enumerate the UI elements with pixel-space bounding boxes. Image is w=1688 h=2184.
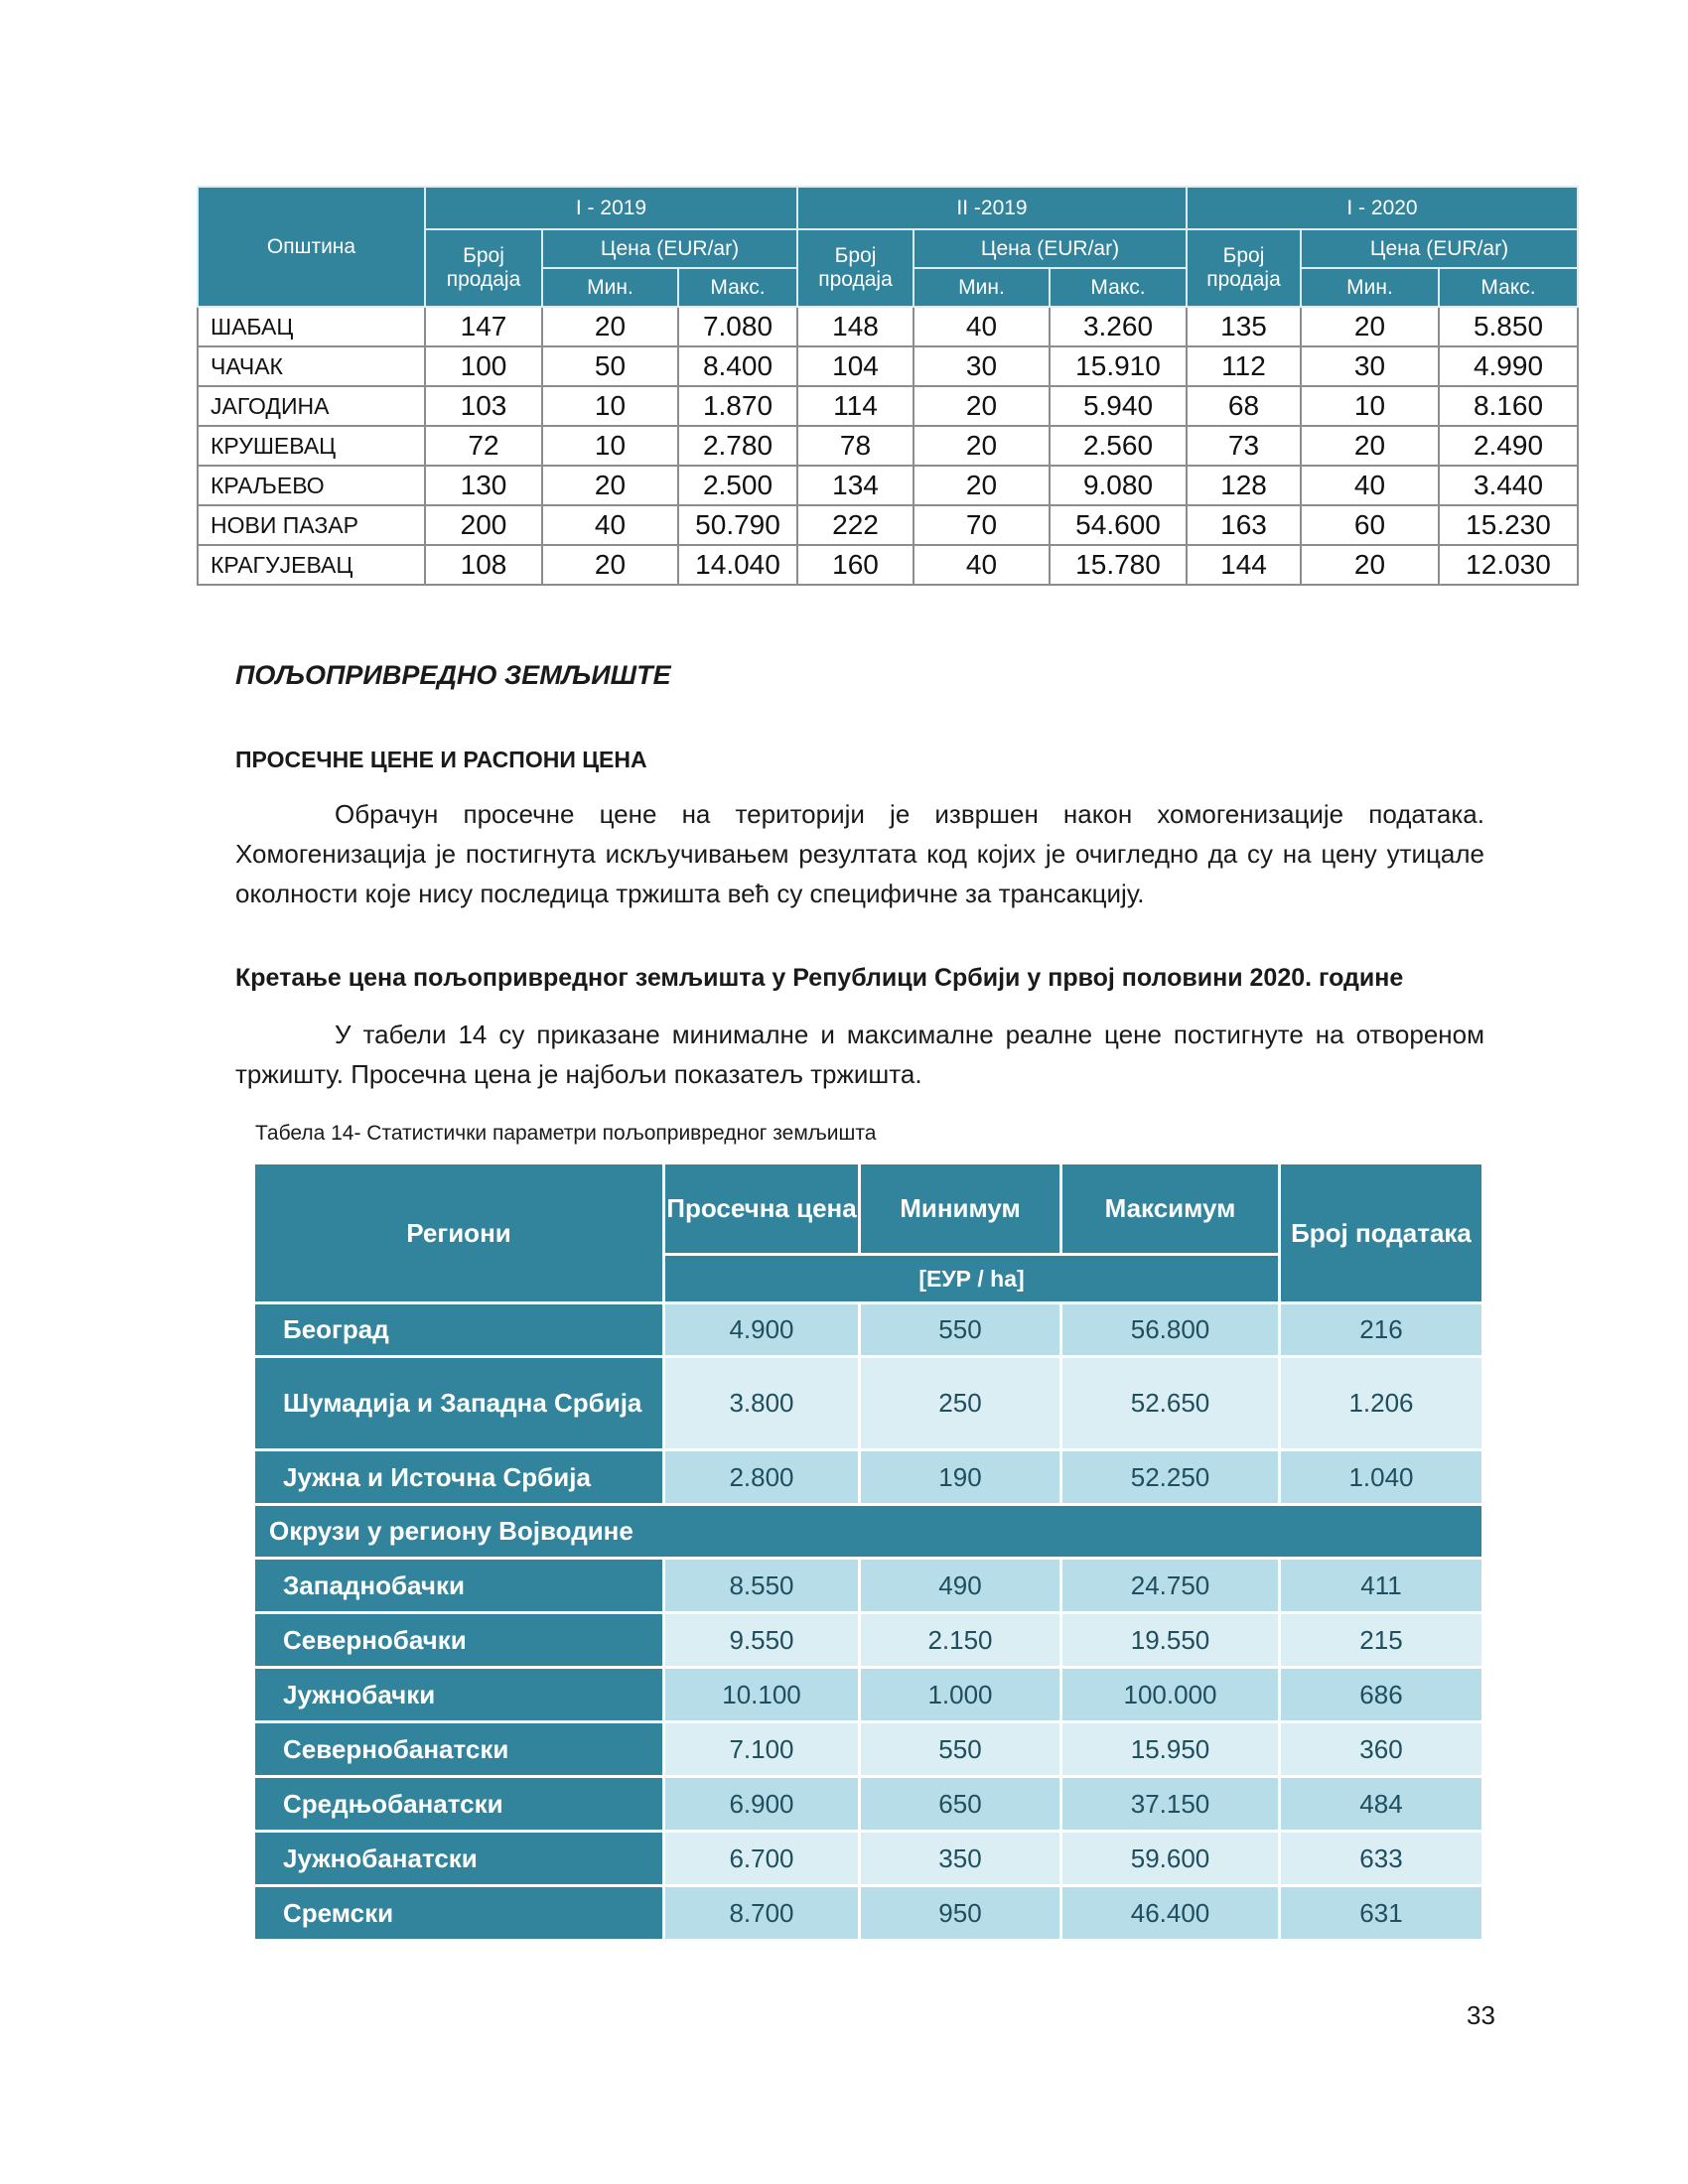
value-max: 37.150 xyxy=(1061,1777,1280,1832)
table-cell: 8.160 xyxy=(1439,386,1578,426)
table-cell: 30 xyxy=(914,346,1050,386)
table-cell: 163 xyxy=(1187,505,1301,545)
paragraph-text: Обрачун просечне цене на територији је извршен након хомогенизације података. Хомогенизација је постигнута искључивањем резултата код којих је очигледно да су на цену утицале околности које нису последица тржишта већ су специфичне за трансакцију. xyxy=(235,799,1484,908)
table-cell: 147 xyxy=(425,307,542,346)
unit-header: [ЕУР / ha] xyxy=(664,1255,1280,1303)
value-count: 215 xyxy=(1280,1613,1483,1668)
value-count: 216 xyxy=(1280,1303,1483,1357)
table-cell: 20 xyxy=(1301,426,1439,466)
table-row xyxy=(254,1722,1483,1777)
table-cell: 50 xyxy=(542,346,678,386)
region-name: Јужна и Источна Србија xyxy=(254,1450,664,1505)
table-caption: Табела 14- Статистички параметри пољопривредног земљишта xyxy=(255,1122,877,1145)
table-cell: 20 xyxy=(1301,307,1439,346)
avg-price-header: Просечна цена xyxy=(664,1163,860,1255)
table-row xyxy=(198,505,1578,545)
page-number: 33 xyxy=(1467,2000,1495,2030)
municipality-name: КРАГУЈЕВАЦ xyxy=(198,545,425,585)
value-max: 52.250 xyxy=(1061,1450,1280,1505)
value-max: 100.000 xyxy=(1061,1668,1280,1722)
table-cell: 10 xyxy=(1301,386,1439,426)
table-cell: 1.870 xyxy=(678,386,797,426)
region-name: Шумадија и Западна Србија xyxy=(254,1357,664,1450)
sales-count-header: Број продаја xyxy=(797,229,914,307)
municipality-name: ЧАЧАК xyxy=(198,346,425,386)
value-max: 24.750 xyxy=(1061,1559,1280,1613)
region-name: Севернобанатски xyxy=(254,1722,664,1777)
table-cell: 3.260 xyxy=(1050,307,1187,346)
max-header: Макс. xyxy=(1050,268,1187,307)
value-min: 490 xyxy=(860,1559,1061,1613)
table-cell: 222 xyxy=(797,505,914,545)
municipality-sales-table xyxy=(197,186,1579,586)
table-row xyxy=(198,545,1578,585)
table-cell: 128 xyxy=(1187,466,1301,505)
table-cell: 160 xyxy=(797,545,914,585)
min-header: Мин. xyxy=(542,268,678,307)
value-avg: 8.700 xyxy=(664,1886,860,1941)
table-cell: 9.080 xyxy=(1050,466,1187,505)
value-min: 190 xyxy=(860,1450,1061,1505)
table-cell: 144 xyxy=(1187,545,1301,585)
table-cell: 68 xyxy=(1187,386,1301,426)
table-cell: 4.990 xyxy=(1439,346,1578,386)
table-row xyxy=(198,307,1578,346)
table-cell: 20 xyxy=(542,307,678,346)
value-count: 1.206 xyxy=(1280,1357,1483,1450)
value-min: 1.000 xyxy=(860,1668,1061,1722)
table-cell: 60 xyxy=(1301,505,1439,545)
municipality-name: НОВИ ПАЗАР xyxy=(198,505,425,545)
table-row xyxy=(254,1777,1483,1832)
table-cell: 114 xyxy=(797,386,914,426)
subsection-title: ПРОСЕЧНЕ ЦЕНЕ И РАСПОНИ ЦЕНА xyxy=(235,747,647,772)
value-min: 250 xyxy=(860,1357,1061,1450)
paragraph-homogenization xyxy=(235,794,1484,913)
region-name: Београд xyxy=(254,1303,664,1357)
table-cell: 5.850 xyxy=(1439,307,1578,346)
value-count: 360 xyxy=(1280,1722,1483,1777)
min-header: Мин. xyxy=(914,268,1050,307)
table-cell: 20 xyxy=(542,545,678,585)
table-cell: 200 xyxy=(425,505,542,545)
table-row xyxy=(254,1559,1483,1613)
table-cell: 2.490 xyxy=(1439,426,1578,466)
table-cell: 104 xyxy=(797,346,914,386)
period-header: I - 2019 xyxy=(425,187,797,229)
table-row xyxy=(254,1450,1483,1505)
table-cell: 20 xyxy=(914,426,1050,466)
sales-count-header: Број продаја xyxy=(1187,229,1301,307)
table-cell: 148 xyxy=(797,307,914,346)
table-cell: 73 xyxy=(1187,426,1301,466)
minimum-header: Минимум xyxy=(860,1163,1061,1255)
table-cell: 10 xyxy=(542,386,678,426)
value-max: 19.550 xyxy=(1061,1613,1280,1668)
region-name: Сремски xyxy=(254,1886,664,1941)
period-header: I - 2020 xyxy=(1187,187,1578,229)
region-name: Западнобачки xyxy=(254,1559,664,1613)
value-avg: 3.800 xyxy=(664,1357,860,1450)
table-row xyxy=(254,1886,1483,1941)
table-cell: 50.790 xyxy=(678,505,797,545)
table-cell: 20 xyxy=(914,386,1050,426)
table-row xyxy=(198,386,1578,426)
table-row xyxy=(198,466,1578,505)
value-min: 550 xyxy=(860,1722,1061,1777)
table-cell: 2.560 xyxy=(1050,426,1187,466)
table-cell: 5.940 xyxy=(1050,386,1187,426)
value-count: 411 xyxy=(1280,1559,1483,1613)
municipality-name: КРАЉЕВО xyxy=(198,466,425,505)
price-header: Цена (EUR/ar) xyxy=(1301,229,1578,268)
table-cell: 20 xyxy=(1301,545,1439,585)
max-header: Макс. xyxy=(1439,268,1578,307)
value-min: 950 xyxy=(860,1886,1061,1941)
municipality-name: КРУШЕВАЦ xyxy=(198,426,425,466)
table-cell: 14.040 xyxy=(678,545,797,585)
table-cell: 8.400 xyxy=(678,346,797,386)
table-cell: 72 xyxy=(425,426,542,466)
table-cell: 10 xyxy=(542,426,678,466)
table-cell: 134 xyxy=(797,466,914,505)
table-cell: 2.500 xyxy=(678,466,797,505)
value-max: 52.650 xyxy=(1061,1357,1280,1450)
table-cell: 40 xyxy=(914,545,1050,585)
data-count-header: Број података xyxy=(1280,1163,1483,1303)
table-cell: 3.440 xyxy=(1439,466,1578,505)
maximum-header: Максимум xyxy=(1061,1163,1280,1255)
table-cell: 12.030 xyxy=(1439,545,1578,585)
region-name: Јужнобанатски xyxy=(254,1832,664,1886)
section-title: ПОЉОПРИВРЕДНО ЗЕМЉИШТЕ xyxy=(235,660,671,690)
table-cell: 40 xyxy=(914,307,1050,346)
municipality-name: ШАБАЦ xyxy=(198,307,425,346)
region-name: Јужнобачки xyxy=(254,1668,664,1722)
table-row xyxy=(198,426,1578,466)
value-count: 1.040 xyxy=(1280,1450,1483,1505)
table-cell: 112 xyxy=(1187,346,1301,386)
value-min: 2.150 xyxy=(860,1613,1061,1668)
min-header: Мин. xyxy=(1301,268,1439,307)
table-cell: 15.910 xyxy=(1050,346,1187,386)
value-min: 550 xyxy=(860,1303,1061,1357)
table-row xyxy=(254,1613,1483,1668)
paragraph-table-intro xyxy=(235,1015,1484,1094)
table-cell: 20 xyxy=(914,466,1050,505)
vojvodina-section-row: Окрузи у региону Војводине xyxy=(254,1505,1483,1559)
municipality-header: Општина xyxy=(198,187,425,307)
sales-count-header: Број продаја xyxy=(425,229,542,307)
region-name: Средњобанатски xyxy=(254,1777,664,1832)
table-cell: 15.780 xyxy=(1050,545,1187,585)
table-cell: 108 xyxy=(425,545,542,585)
value-min: 350 xyxy=(860,1832,1061,1886)
table-row xyxy=(254,1832,1483,1886)
value-avg: 6.900 xyxy=(664,1777,860,1832)
table-cell: 40 xyxy=(542,505,678,545)
table-cell: 135 xyxy=(1187,307,1301,346)
table-cell: 40 xyxy=(1301,466,1439,505)
municipality-name: ЈАГОДИНА xyxy=(198,386,425,426)
regions-header: Региони xyxy=(254,1163,664,1303)
period-header: II -2019 xyxy=(797,187,1187,229)
table-cell: 103 xyxy=(425,386,542,426)
value-max: 59.600 xyxy=(1061,1832,1280,1886)
value-avg: 4.900 xyxy=(664,1303,860,1357)
price-header: Цена (EUR/ar) xyxy=(914,229,1187,268)
table-row xyxy=(254,1668,1483,1722)
table-row xyxy=(198,346,1578,386)
table-row xyxy=(254,1303,1483,1357)
table-cell: 30 xyxy=(1301,346,1439,386)
table-cell: 100 xyxy=(425,346,542,386)
table-row xyxy=(254,1357,1483,1450)
value-avg: 10.100 xyxy=(664,1668,860,1722)
value-count: 633 xyxy=(1280,1832,1483,1886)
paragraph-text: У табели 14 су приказане минималне и максималне реалне цене постигнуте на отвореном тржишту. Просечна цена је најбољи показатељ тржишта. xyxy=(235,1020,1484,1089)
value-count: 631 xyxy=(1280,1886,1483,1941)
max-header: Макс. xyxy=(678,268,797,307)
value-min: 650 xyxy=(860,1777,1061,1832)
table-cell: 2.780 xyxy=(678,426,797,466)
value-count: 686 xyxy=(1280,1668,1483,1722)
table-cell: 54.600 xyxy=(1050,505,1187,545)
value-max: 46.400 xyxy=(1061,1886,1280,1941)
table-cell: 7.080 xyxy=(678,307,797,346)
table-cell: 15.230 xyxy=(1439,505,1578,545)
table-cell: 78 xyxy=(797,426,914,466)
value-avg: 8.550 xyxy=(664,1559,860,1613)
value-avg: 7.100 xyxy=(664,1722,860,1777)
value-avg: 2.800 xyxy=(664,1450,860,1505)
value-avg: 9.550 xyxy=(664,1613,860,1668)
price-header: Цена (EUR/ar) xyxy=(542,229,797,268)
value-max: 15.950 xyxy=(1061,1722,1280,1777)
value-max: 56.800 xyxy=(1061,1303,1280,1357)
value-count: 484 xyxy=(1280,1777,1483,1832)
agricultural-land-stats-table xyxy=(252,1161,1484,1942)
table-cell: 70 xyxy=(914,505,1050,545)
table-cell: 20 xyxy=(542,466,678,505)
price-trend-heading: Кретање цена пољопривредног земљишта у Републици Србији у првој половини 2020. године xyxy=(235,964,1404,992)
region-name: Севернобачки xyxy=(254,1613,664,1668)
value-avg: 6.700 xyxy=(664,1832,860,1886)
table-cell: 130 xyxy=(425,466,542,505)
